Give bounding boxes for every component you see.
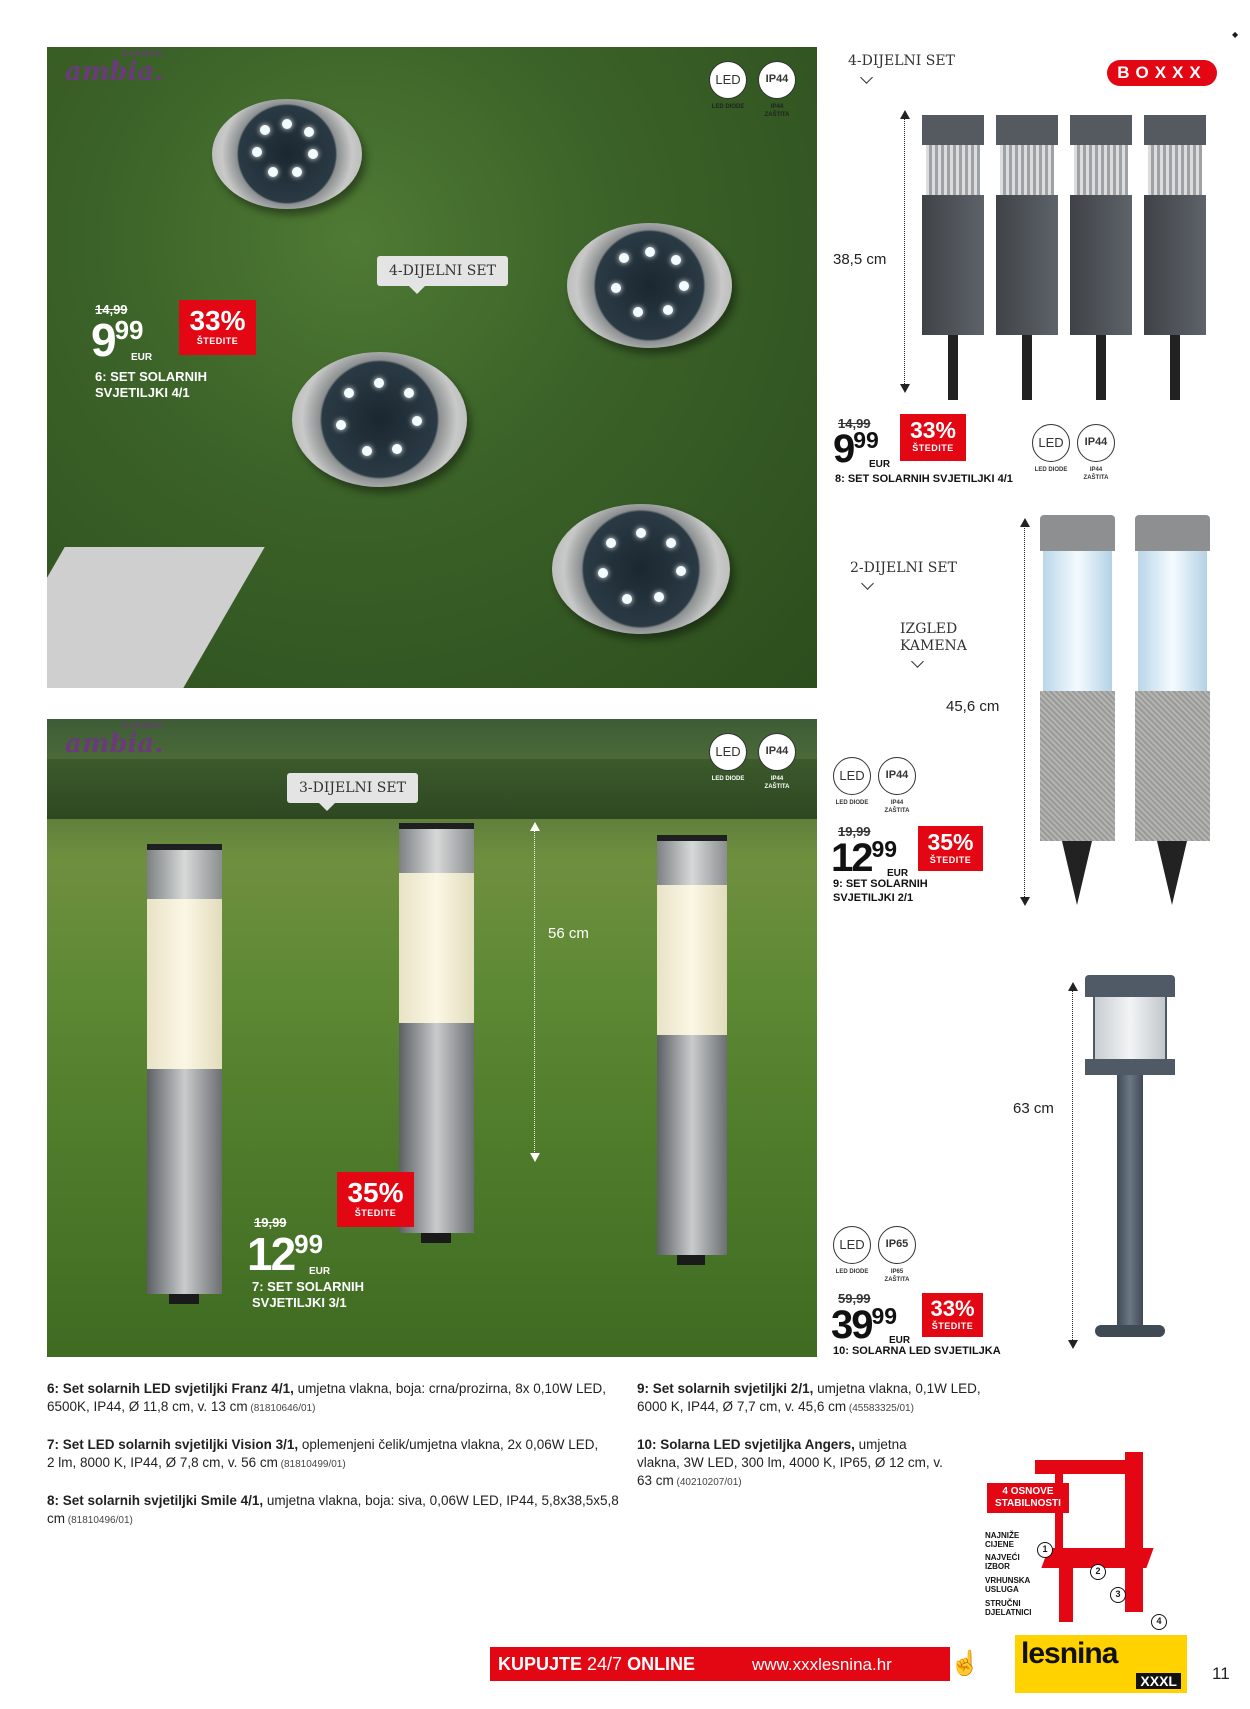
dimension-arrow-top bbox=[1020, 518, 1030, 527]
dimension-label: 38,5 cm bbox=[833, 251, 887, 268]
price: 3999 EUR bbox=[831, 1303, 911, 1347]
smile-light bbox=[1070, 115, 1132, 400]
ip44-caption: IP44 ZAŠTITA bbox=[764, 776, 790, 790]
ip44-caption: IP44 ZAŠTITA bbox=[764, 104, 790, 118]
old-price: 19,99 bbox=[254, 1215, 287, 1230]
led-caption: LED DIODE bbox=[711, 104, 745, 110]
led-caption: LED DIODE bbox=[835, 800, 869, 806]
dimension-arrow-bottom bbox=[900, 384, 910, 393]
old-price: 14,99 bbox=[95, 302, 128, 317]
dimension-arrow-top bbox=[1068, 982, 1078, 991]
stone-light bbox=[1040, 515, 1115, 905]
led-caption: LED DIODE bbox=[1034, 467, 1068, 473]
dimension-label: 63 cm bbox=[1013, 1100, 1054, 1117]
price: 1299 EUR bbox=[247, 1228, 331, 1280]
old-price: 14,99 bbox=[838, 416, 871, 431]
led-diode-icon: LED bbox=[709, 61, 747, 99]
disc-light bbox=[552, 504, 730, 634]
old-price: 59,99 bbox=[838, 1291, 871, 1306]
led-caption: LED DIODE bbox=[711, 776, 745, 782]
photo-disc-lights bbox=[47, 47, 817, 688]
stability-item: STRUČNI DJELATNICI bbox=[985, 1599, 1032, 1617]
ip44-icon: IP44 bbox=[758, 61, 796, 99]
photo-stake-lights bbox=[47, 719, 817, 1357]
discount-badge: 33% ŠTEDITE bbox=[179, 300, 256, 355]
boxxx-logo-text: BOXXX bbox=[1107, 60, 1217, 86]
price: 999 EUR bbox=[833, 427, 891, 471]
stability-number: 2 bbox=[1090, 1564, 1106, 1580]
discount-badge: 35% ŠTEDITE bbox=[337, 1172, 414, 1227]
website-link[interactable]: www.xxxlesnina.hr bbox=[752, 1655, 892, 1674]
ambia-garden-logo: ambia. GARDEN bbox=[65, 49, 164, 87]
disc-light bbox=[567, 223, 732, 348]
ip44-icon: IP44 bbox=[878, 757, 916, 795]
stone-look-label: IZGLED KAMENA bbox=[900, 621, 967, 654]
discount-badge: 35% ŠTEDITE bbox=[918, 826, 983, 871]
ip44-caption: IP44 ZAŠTITA bbox=[884, 800, 910, 814]
led-caption: LED DIODE bbox=[835, 1269, 869, 1275]
dimension-line bbox=[534, 829, 535, 1154]
ambia-garden-logo: ambia. GARDEN bbox=[65, 721, 164, 759]
smile-light bbox=[996, 115, 1058, 400]
page-number: 11 bbox=[1212, 1664, 1230, 1683]
chevron-down-icon bbox=[861, 577, 874, 590]
shop-online-banner[interactable] bbox=[490, 1647, 950, 1681]
set-tag: 3-DIJELNI SET bbox=[287, 773, 418, 803]
dimension-arrow-bottom bbox=[530, 1153, 540, 1162]
stability-number: 4 bbox=[1151, 1614, 1167, 1630]
led-diode-icon: LED bbox=[833, 757, 871, 795]
chair-graphic bbox=[1035, 1452, 1165, 1632]
disc-light bbox=[292, 352, 467, 487]
ip44-icon: IP44 bbox=[758, 733, 796, 771]
stone-light bbox=[1135, 515, 1210, 905]
angers-lamp-image bbox=[1085, 975, 1175, 1350]
ip65-caption: IP65 ZAŠTITA bbox=[884, 1269, 910, 1283]
ip65-icon: IP65 bbox=[878, 1226, 916, 1264]
stake-light bbox=[147, 844, 222, 1304]
stability-title: 4 OSNOVE STABILNOSTI bbox=[987, 1483, 1069, 1513]
dimension-label: 45,6 cm bbox=[946, 698, 1000, 715]
description-6: 6: Set solarnih LED svjetiljki Franz 4/1, umjetna vlakna, boja: crna/prozirna, 8x 0,10W LED, 6500K, IP44, Ø 11,8 cm, v. 13 cm (81810646/01) bbox=[47, 1381, 606, 1414]
chevron-down-icon bbox=[860, 71, 873, 84]
product-name: 6: SET SOLARNIH SVJETILJKI 4/1 bbox=[95, 369, 207, 400]
dimension-label: 56 cm bbox=[548, 925, 589, 942]
dimension-line bbox=[1072, 990, 1073, 1340]
discount-badge: 33% ŠTEDITE bbox=[922, 1293, 983, 1337]
stability-number: 3 bbox=[1110, 1587, 1126, 1603]
description-9: 9: Set solarnih svjetiljki 2/1, umjetna vlakna, 0,1W LED, 6000 K, IP44, Ø 7,7 cm, v. 45,6 cm (45583325/01) bbox=[637, 1381, 981, 1414]
stone-path bbox=[47, 547, 265, 688]
stability-number: 1 bbox=[1037, 1542, 1053, 1558]
set-label: 2-DIJELNI SET bbox=[850, 560, 957, 576]
set-label: 4-DIJELNI SET bbox=[848, 53, 955, 69]
led-diode-icon: LED bbox=[1032, 424, 1070, 462]
boxxx-logo bbox=[1107, 60, 1217, 86]
price: 999 EUR bbox=[91, 314, 153, 366]
online-text: KUPUJTE 24/7 ONLINE bbox=[498, 1654, 696, 1674]
dimension-line bbox=[904, 118, 905, 384]
led-diode-icon: LED bbox=[833, 1226, 871, 1264]
hedge bbox=[47, 759, 817, 819]
smile-light bbox=[1144, 115, 1206, 400]
set-tag: 4-DIJELNI SET bbox=[377, 256, 508, 286]
stability-item: NAJNIŽE CIJENE bbox=[985, 1531, 1020, 1549]
hand-cursor-icon: ☝ bbox=[950, 1650, 980, 1677]
chevron-down-icon bbox=[911, 655, 924, 668]
discount-badge: 33% ŠTEDITE bbox=[900, 414, 966, 461]
description-7: 7: Set LED solarnih svjetiljki Vision 3/1, oplemenjeni čelik/umjetna vlakna, 2x 0,06W LED, 2 lm, 8000 K, IP44, Ø 7,8 cm, v. 56 cm (81810499/01) bbox=[47, 1437, 599, 1470]
led-diode-icon: LED bbox=[709, 733, 747, 771]
corner-mark: ◆ bbox=[1232, 30, 1239, 39]
description-10: 10: Solarna LED svjetiljka Angers, umjetna vlakna, 3W LED, 300 lm, 4000 K, IP65, Ø 12 cm, v. 63 cm (40210207/01) bbox=[637, 1437, 943, 1488]
stake-light bbox=[657, 835, 727, 1265]
stability-item: VRHUNSKA USLUGA bbox=[985, 1576, 1031, 1594]
ip44-caption: IP44 ZAŠTITA bbox=[1083, 467, 1109, 481]
smile-lights-image bbox=[922, 115, 1222, 400]
dimension-arrow-bottom bbox=[1020, 897, 1030, 906]
dimension-arrow-top bbox=[900, 110, 910, 119]
product-name: 8: SET SOLARNIH SVJETILJKI 4/1 bbox=[835, 473, 1013, 485]
dimension-line bbox=[1024, 525, 1025, 897]
product-name: 9: SET SOLARNIH SVJETILJKI 2/1 bbox=[833, 878, 928, 904]
description-8: 8: Set solarnih svjetiljki Smile 4/1, umjetna vlakna, boja: siva, 0,06W LED, IP44, 5,8x38,5x5,8 cm (81810496/01) bbox=[47, 1493, 619, 1526]
price: 1299 EUR bbox=[831, 836, 909, 880]
ip44-icon: IP44 bbox=[1077, 424, 1115, 462]
old-price: 19,99 bbox=[838, 824, 871, 839]
dimension-arrow-bottom bbox=[1068, 1340, 1078, 1349]
smile-light bbox=[922, 115, 984, 400]
dimension-arrow-top bbox=[530, 822, 540, 831]
product-name: 10: SOLARNA LED SVJETILJKA bbox=[833, 1345, 1001, 1357]
product-name: 7: SET SOLARNIH SVJETILJKI 3/1 bbox=[252, 1279, 364, 1310]
stone-lights-image bbox=[1040, 515, 1220, 905]
lesnina-logo: lesnina XXXL bbox=[1015, 1635, 1187, 1693]
stability-item: NAJVEĆI IZBOR bbox=[985, 1553, 1020, 1571]
disc-light bbox=[212, 99, 362, 209]
